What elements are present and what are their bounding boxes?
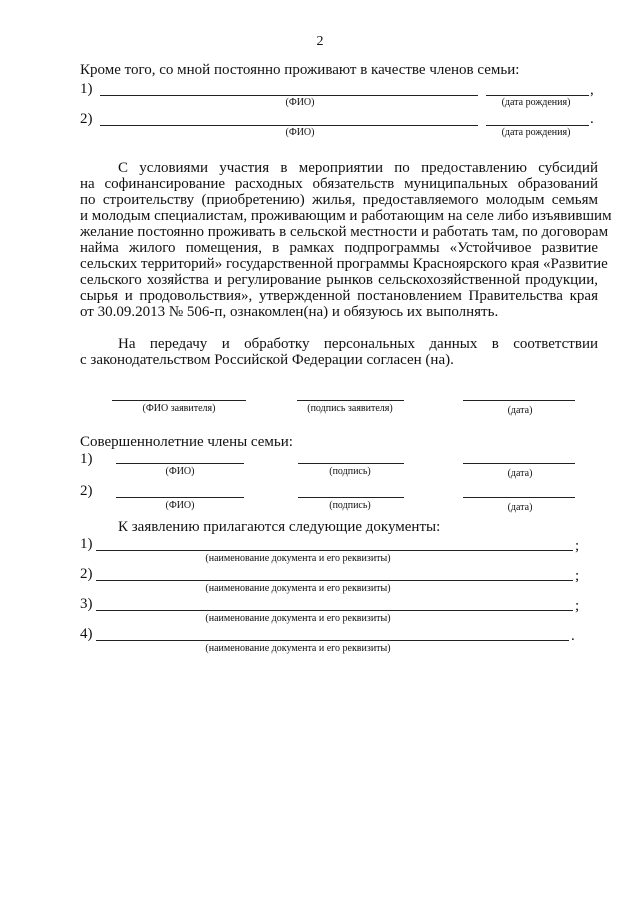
applicant-fio-caption: (ФИО заявителя) bbox=[142, 403, 216, 414]
document-row-number: 2) bbox=[80, 566, 93, 582]
text-line: С условиями участия в мероприятии по предоставлению субсидий bbox=[118, 160, 598, 176]
adults-title: Совершеннолетние члены семьи: bbox=[80, 434, 293, 450]
family-row-number: 1) bbox=[80, 81, 93, 97]
text-line: по строительству (приобретению) жилья, предоставляемого молодым семьям bbox=[80, 192, 598, 208]
text-line: желание постоянно проживать в сельской местности и работать там, по договорам bbox=[80, 224, 609, 240]
document-caption: (наименование документа и его реквизиты) bbox=[205, 613, 391, 624]
applicant-fio-line[interactable] bbox=[112, 400, 246, 401]
adult-fio-line[interactable] bbox=[116, 497, 244, 498]
birthdate-caption: (дата рождения) bbox=[501, 127, 571, 138]
adult-signature-line[interactable] bbox=[298, 463, 404, 464]
adult-row-number: 1) bbox=[80, 451, 93, 467]
page-number: 2 bbox=[316, 34, 324, 49]
adult-signature-caption: (подпись) bbox=[329, 466, 371, 477]
applicant-date-caption: (дата) bbox=[507, 405, 533, 416]
fio-caption: (ФИО) bbox=[285, 97, 315, 108]
family-row-number: 2) bbox=[80, 111, 93, 127]
adult-date-line[interactable] bbox=[463, 463, 575, 464]
adult-signature-line[interactable] bbox=[298, 497, 404, 498]
text-line: от 30.09.2013 № 506-п, ознакомлен(на) и обязуюсь их выполнять. bbox=[80, 304, 499, 320]
adult-date-caption: (дата) bbox=[507, 468, 533, 479]
adult-signature-caption: (подпись) bbox=[329, 500, 371, 511]
applicant-date-line[interactable] bbox=[463, 400, 575, 401]
row-punctuation: . bbox=[571, 628, 575, 644]
document-caption: (наименование документа и его реквизиты) bbox=[205, 583, 391, 594]
adult-fio-caption: (ФИО) bbox=[165, 466, 195, 477]
document-caption: (наименование документа и его реквизиты) bbox=[205, 643, 391, 654]
text-line: и молодым специалистам, проживающим и работающим на селе либо изъявившим bbox=[80, 208, 612, 224]
applicant-signature-caption: (подпись заявителя) bbox=[307, 403, 393, 414]
text-line: с законодательством Российской Федерации согласен (на). bbox=[80, 352, 454, 368]
document-caption: (наименование документа и его реквизиты) bbox=[205, 553, 391, 564]
text-line: найма жилого помещения, в рамках подпрограммы «Устойчивое развитие bbox=[80, 240, 598, 256]
birthdate-input-line[interactable] bbox=[486, 125, 589, 126]
document-input-line[interactable] bbox=[96, 550, 573, 551]
row-punctuation: ; bbox=[575, 598, 580, 614]
document-input-line[interactable] bbox=[96, 640, 569, 641]
document-input-line[interactable] bbox=[96, 580, 573, 581]
adult-date-caption: (дата) bbox=[507, 502, 533, 513]
adult-date-line[interactable] bbox=[463, 497, 575, 498]
text-line: сельского хозяйства и регулирование рынков сельскохозяйственной продукции, bbox=[80, 272, 598, 288]
fio-input-line[interactable] bbox=[100, 125, 478, 126]
adult-fio-caption: (ФИО) bbox=[165, 500, 195, 511]
document-row-number: 4) bbox=[80, 626, 93, 642]
text-line: сельских территорий» государственной программы Красноярского края «Развитие bbox=[80, 256, 608, 272]
row-punctuation: . bbox=[590, 111, 594, 127]
text-line: на софинансирование расходных обязательств муниципальных образований bbox=[80, 176, 598, 192]
family-intro: Кроме того, со мной постоянно проживают в качестве членов семьи: bbox=[80, 62, 520, 78]
fio-input-line[interactable] bbox=[100, 95, 478, 96]
document-row-number: 3) bbox=[80, 596, 93, 612]
row-punctuation: ; bbox=[575, 568, 580, 584]
consent-paragraph bbox=[80, 336, 598, 368]
fio-caption: (ФИО) bbox=[285, 127, 315, 138]
adult-fio-line[interactable] bbox=[116, 463, 244, 464]
document-input-line[interactable] bbox=[96, 610, 573, 611]
adult-row-number: 2) bbox=[80, 483, 93, 499]
applicant-signature-line[interactable] bbox=[297, 400, 404, 401]
text-line: сырья и продовольствия», утвержденной постановлением Правительства края bbox=[80, 288, 598, 304]
text-line: На передачу и обработку персональных данных в соответствии bbox=[118, 336, 598, 352]
row-punctuation: , bbox=[590, 82, 594, 98]
row-punctuation: ; bbox=[575, 538, 580, 554]
document-row-number: 1) bbox=[80, 536, 93, 552]
birthdate-input-line[interactable] bbox=[486, 95, 589, 96]
documents-title: К заявлению прилагаются следующие документы: bbox=[118, 519, 441, 535]
conditions-paragraph bbox=[80, 160, 612, 320]
birthdate-caption: (дата рождения) bbox=[501, 97, 571, 108]
